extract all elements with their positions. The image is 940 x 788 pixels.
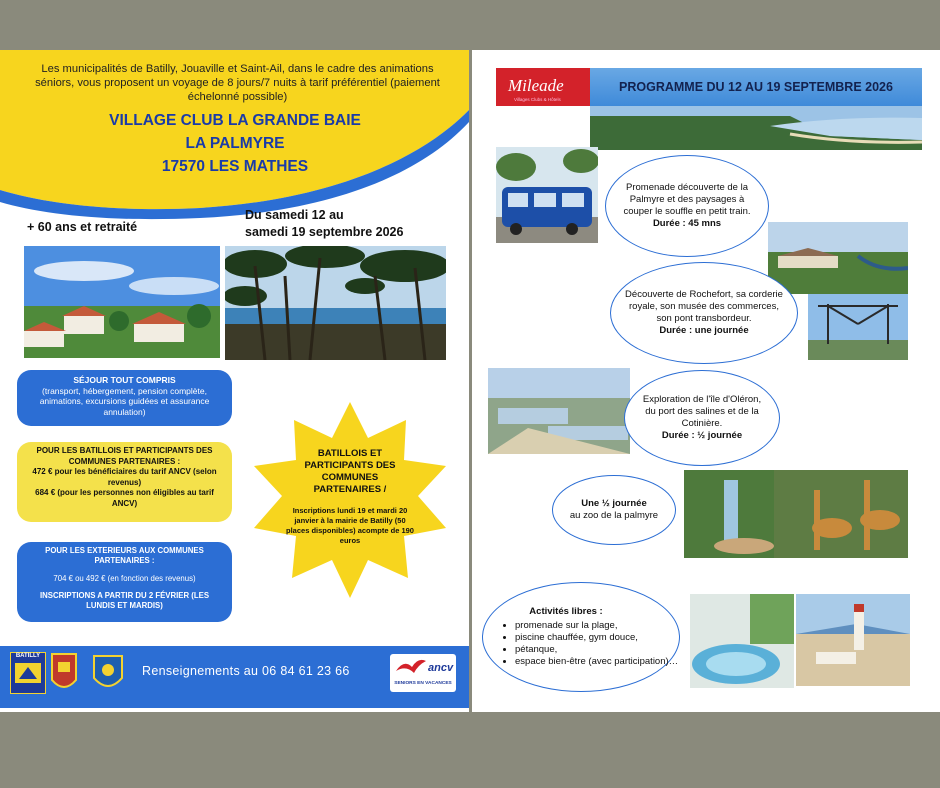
oleron-activity-cloud (624, 370, 780, 466)
oleron-activity-duration: Durée : ½ journée (661, 430, 743, 441)
corderie-royale-photo (768, 222, 908, 294)
zoo-activity-title: Une ½ journée (581, 498, 647, 509)
free-activities-cloud (482, 582, 680, 692)
intro-text: Les municipalités de Batilly, Jouaville et Saint-Ail, dans le cadre des animations séniors, vous proposent un voyage de 8 jours/7 nuits à tarif préférentiel (paiement échelonné possible) (35, 63, 440, 103)
zoo-activity-text: au zoo de la palmyre (569, 510, 659, 521)
mileade-brand: Mileade (508, 76, 564, 95)
batillois-title: POUR LES BATILLOIS ET PARTICIPANTS DES COMMUNES PARTENAIRES : (36, 446, 213, 466)
star-title: BATILLOIS ET PARTICIPANTS DES COMMUNES PARTENAIRES / (304, 448, 396, 495)
train-activity-cloud (605, 155, 769, 257)
programme-title: PROGRAMME DU 12 AU 19 SEPTEMBRE 2026 (619, 80, 893, 94)
ancv-bird-icon (394, 657, 428, 677)
exterieurs-inscriptions: INSCRIPTIONS A PARTIR DU 2 FÉVRIER (LES LUNDIS ET MARDIS) (39, 590, 210, 610)
batilly-crest (10, 652, 46, 694)
mileade-tagline: Villages Clubs & Hôtels (514, 97, 561, 102)
village-title: VILLAGE CLUB LA GRANDE BAIE (109, 112, 361, 129)
batillois-price-box (17, 442, 232, 522)
ancv-tagline: SENIORS EN VACANCES (394, 681, 452, 686)
list-item: • pétanque, (515, 644, 678, 656)
crest-label: BATILLY (15, 653, 41, 659)
aerial-coast-photo (590, 106, 922, 150)
lighthouse-photo (796, 594, 910, 686)
rochefort-activity-text: Découverte de Rochefort, sa corderie royale, son musée des commerces, son pont transbordeur. (625, 289, 783, 324)
exterieurs-price: 704 € ou 492 € (en fonction des revenus) (53, 574, 196, 583)
ancv-text: ancv (428, 662, 454, 674)
flyer-page (0, 50, 469, 712)
list-item: • piscine chauffée, gym douce, (515, 632, 678, 644)
ancv-logo (390, 654, 456, 692)
footer-band (0, 646, 469, 708)
zoo-photo (684, 470, 908, 558)
village-address: 17570 LES MATHES (161, 158, 309, 175)
jouaville-crest (50, 652, 78, 696)
train-activity-text: Promenade découverte de la Palmyre et des paysages à couper le souffle en petit train. (623, 182, 751, 217)
dates-line2: samedi 19 septembre 2026 (245, 225, 404, 239)
sejour-body: (transport, hébergement, pension complète, animations, excursions guidées et assurance annulation) (39, 385, 210, 417)
spa-photo (690, 594, 794, 688)
free-activities-title: Activités libres : (529, 606, 603, 617)
age-requirement: + 60 ans et retraité (27, 220, 138, 234)
saint-ail-crest (92, 654, 124, 694)
dates-line1: Du samedi 12 au (245, 208, 344, 222)
renseignements-phone: Renseignements au 06 84 61 23 66 (142, 664, 350, 678)
train-activity-duration: Durée : 45 mns (652, 218, 722, 229)
exterieurs-title: POUR LES EXTERIEURS AUX COMMUNES PARTENAIRES : (45, 546, 204, 565)
rochefort-activity-duration: Durée : une journée (659, 325, 749, 336)
sejour-title: SÉJOUR TOUT COMPRIS (73, 375, 176, 385)
mileade-logo (496, 68, 590, 106)
sejour-box (17, 370, 232, 426)
star-body: Inscriptions lundi 19 et mardi 20 janvier à la mairie de Batilly (50 places disponibles) acompte de 190 euros (286, 506, 414, 545)
batillois-price-standard: 684 € (pour les personnes non éligibles au tarif ANCV) (35, 488, 214, 508)
exterieurs-box (17, 542, 232, 622)
programme-page (472, 50, 940, 712)
salines-photo (488, 368, 630, 454)
list-item: • promenade sur la plage, (515, 620, 678, 632)
village-photo (24, 246, 220, 358)
list-item: • espace bien-être (avec participation)… (515, 656, 678, 668)
free-activities-list (497, 620, 678, 668)
pine-forest-photo (225, 246, 446, 360)
train-photo (496, 147, 598, 243)
oleron-activity-text: Exploration de l'île d'Oléron, du port des salines et de la Cotinière. (642, 394, 762, 429)
pont-transbordeur-photo (808, 294, 908, 360)
zoo-activity-cloud (552, 475, 676, 545)
starburst-shape (250, 400, 450, 600)
village-subtitle: LA PALMYRE (185, 135, 285, 152)
batillois-price-ancv: 472 € pour les bénéficiaires du tarif ANCV (selon revenus) (32, 467, 217, 487)
rochefort-activity-cloud (610, 262, 798, 364)
